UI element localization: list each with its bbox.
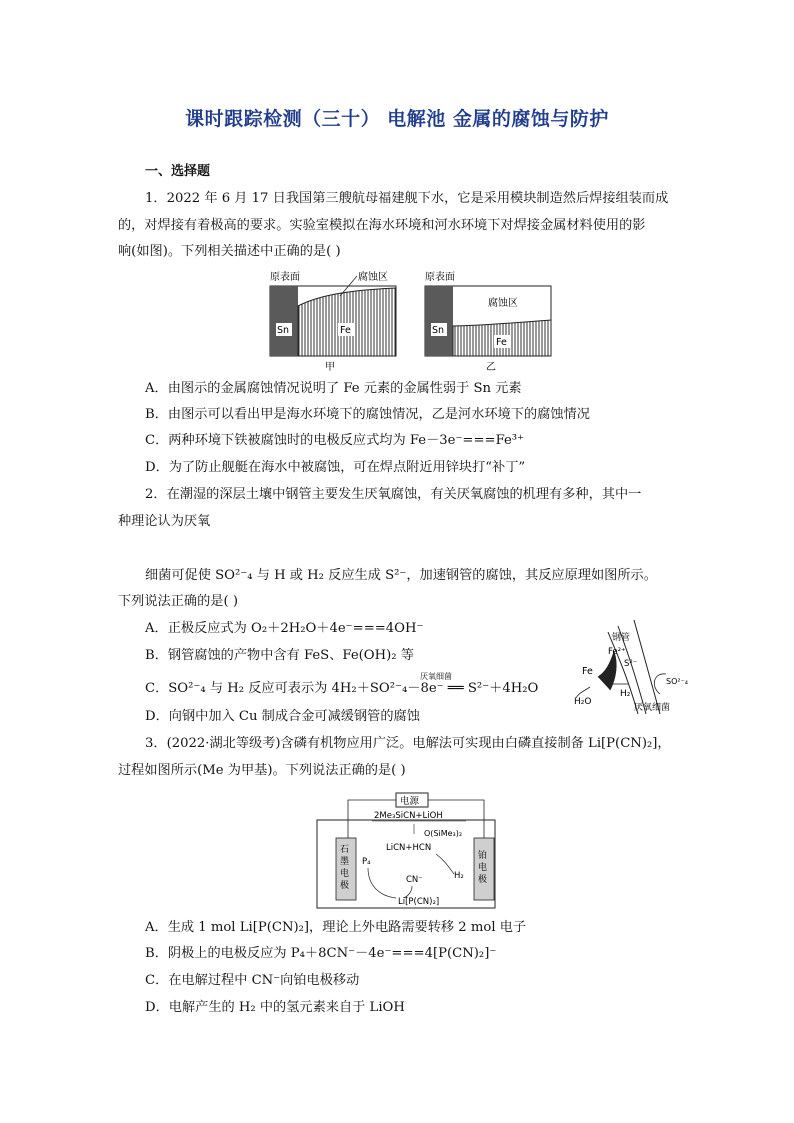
q3-p4-label: P₄ (362, 857, 371, 867)
page-title: 课时跟踪检测（三十） 电解池 金属的腐蚀与防护 (185, 108, 609, 130)
panel-yi (425, 270, 551, 373)
yi-fe-label: Fe (496, 337, 507, 348)
jia-surface-label: 原表面 (270, 272, 300, 283)
q2-fig-h2o-label: H₂O (574, 697, 592, 707)
sn-block (270, 286, 298, 356)
yi-zone-label: 腐蚀区 (488, 298, 518, 309)
q1-option-a: A．由图示的金属腐蚀情况说明了 Fe 元素的金属性弱于 Sn 元素 (145, 381, 522, 396)
panel-jia (270, 270, 396, 373)
q3-line-1: 3．(2022·湖北等级考)含磷有机物应用广泛。电解法可实现由白磷直接制备 Li[P(CN)₂]， (145, 736, 671, 751)
q1-option-d: D．为了防止舰艇在海水中被腐蚀，可在焊点附近用锌块打“补丁” (145, 460, 526, 475)
q2-fig-s2-label: S²⁻ (624, 659, 638, 669)
q2-fig-h2-label: H₂ (620, 689, 631, 699)
q3-right-electrode-2: 电 (478, 863, 488, 873)
yi-caption: 乙 (486, 362, 496, 373)
q3-product-label: Li[P(CN)₂] (398, 897, 440, 907)
q2-fig-pipe-label: 钢管 (612, 633, 631, 643)
q1-option-c: C．两种环境下铁被腐蚀时的电极反应式均为 Fe－3e⁻===Fe³⁺ (145, 433, 525, 448)
q3-option-d: D．电解产生的 H₂ 中的氢元素来自于 LiOH (145, 1000, 405, 1015)
jia-fe-label: Fe (340, 325, 351, 336)
yi-sn-label: Sn (432, 325, 445, 336)
q3-left-electrode-3: 电 (340, 869, 350, 879)
q3-mid-label: LiCN+HCN (386, 843, 432, 853)
q3-right-electrode-3: 极 (478, 875, 488, 885)
q2-pipe-figure (568, 612, 693, 717)
q3-line-2: 过程如图所示(Me 为甲基)。下列说法正确的是( ) (118, 763, 406, 778)
q2-line-1: 2．在潮湿的深层土壤中钢管主要发生厌氧腐蚀，有关厌氧腐蚀的机理有多种，其中一 (145, 487, 642, 502)
q3-option-a: A．生成 1 mol Li[P(CN)₂]，理论上外电路需要转移 2 mol 电子 (145, 920, 527, 935)
q1-option-b: B．由图示可以看出甲是海水环境下的腐蚀情况，乙是河水环境下的腐蚀情况 (145, 407, 590, 422)
q2-line-3: 细菌可促使 SO²⁻₄ 与 H 或 H₂ 反应生成 S²⁻，加速钢管的腐蚀，其反应原理如图所示。 (145, 568, 657, 583)
q1-line-1: 1．2022 年 6 月 17 日我国第三艘航母福建舰下水，它是采用模块制造然后焊接组装而成 (145, 191, 669, 206)
q3-reagent-label: 2Me₃SiCN+LiOH (374, 811, 443, 821)
q3-left-electrode-2: 墨 (340, 857, 350, 867)
jia-caption: 甲 (325, 362, 335, 373)
q3-left-electrode-4: 极 (340, 881, 350, 891)
q2-fig-so4-label: SO²⁻₄ (666, 677, 689, 686)
q3-cn-label: CN⁻ (406, 875, 423, 885)
q2-option-c: C．SO²⁻₄ 与 H₂ 反应可表示为 4H₂＋SO²⁻₄－8e⁻ ══ S²⁻＋4H₂O (145, 681, 539, 696)
q3-byproduct-label: O(SiMe₃)₂ (424, 829, 463, 838)
q1-corrosion-figure (262, 268, 552, 374)
q2-c-condition: 厌氧细菌 (420, 672, 452, 681)
q2-option-b: B．钢管腐蚀的产物中含有 FeS、Fe(OH)₂ 等 (145, 648, 414, 663)
q3-left-electrode-1: 石 (340, 845, 350, 855)
sn-block (425, 286, 453, 356)
q2-line-2: 种理论认为厌氧 (118, 514, 211, 529)
q2-option-d: D．向钢中加入 Cu 制成合金可减缓钢管的腐蚀 (145, 709, 420, 724)
q3-h2-label: H₂ (454, 871, 464, 881)
q2-fig-fe-label: Fe (582, 666, 593, 677)
jia-sn-label: Sn (277, 325, 290, 336)
q2-line-4: 下列说法正确的是( ) (118, 594, 238, 609)
yi-surface-label: 原表面 (425, 272, 455, 283)
q3-right-electrode-1: 铂 (478, 851, 488, 861)
q3-option-b: B．阴极上的电极反应为 P₄＋8CN⁻－4e⁻===4[P(CN)₂]⁻ (145, 946, 497, 961)
section-label: 一、选择题 (145, 164, 211, 179)
q3-option-c: C．在电解过程中 CN⁻向铂电极移动 (145, 973, 360, 988)
q2-option-a: A．正极反应式为 O₂＋2H₂O＋4e⁻===4OH⁻ (145, 621, 424, 636)
q2-fig-fe2-label: Fe²⁺ (608, 647, 626, 657)
q2-fig-bacteria-label: 厌氧细菌 (634, 703, 671, 713)
jia-zone-label: 腐蚀区 (358, 272, 388, 283)
q3-power-label: 电源 (400, 796, 420, 807)
q1-line-3: 响(如图)。下列相关描述中正确的是( ) (118, 244, 341, 259)
q3-electrolysis-figure (316, 790, 496, 910)
q1-line-2: 的，对焊接有着极高的要求。实验室模拟在海水环境和河水环境下对焊接金属材料使用的影 (118, 218, 646, 233)
